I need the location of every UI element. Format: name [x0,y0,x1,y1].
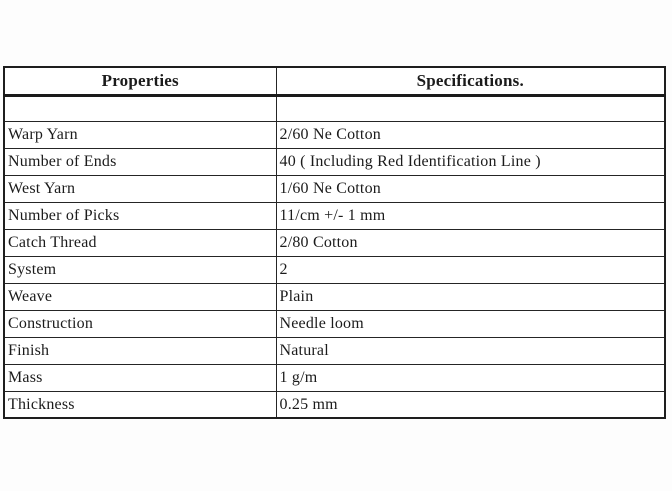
property-cell: Warp Yarn [4,121,276,148]
table-row-finish [4,337,665,364]
table-header-row [4,67,665,95]
specification-cell: Plain [276,283,665,310]
table-row-system [4,256,665,283]
specification-cell: 2/80 Cotton [276,229,665,256]
property-cell: West Yarn [4,175,276,202]
specification-cell: 40 ( Including Red Identification Line ) [276,148,665,175]
property-cell [4,95,276,121]
property-cell: Number of Picks [4,202,276,229]
property-cell: Weave [4,283,276,310]
specification-cell: Needle loom [276,310,665,337]
property-cell: System [4,256,276,283]
specifications-table [3,66,666,419]
property-cell: Construction [4,310,276,337]
column-header-properties: Properties [4,67,276,95]
table-row-number-of-picks [4,202,665,229]
property-cell: Mass [4,364,276,391]
property-cell: Finish [4,337,276,364]
property-cell: Number of Ends [4,148,276,175]
specification-cell: 1/60 Ne Cotton [276,175,665,202]
specification-cell: 11/cm +/- 1 mm [276,202,665,229]
table-row-number-of-ends [4,148,665,175]
table-row-empty [4,95,665,121]
table-row-construction [4,310,665,337]
specification-cell: Natural [276,337,665,364]
table-row-warp-yarn [4,121,665,148]
table-row-thickness [4,391,665,418]
specification-cell: 1 g/m [276,364,665,391]
specification-cell [276,95,665,121]
specification-cell: 0.25 mm [276,391,665,418]
table-row-weave [4,283,665,310]
column-header-specifications: Specifications. [276,67,665,95]
property-cell: Thickness [4,391,276,418]
specification-cell: 2 [276,256,665,283]
table-row-catch-thread [4,229,665,256]
specification-cell: 2/60 Ne Cotton [276,121,665,148]
table-row-mass [4,364,665,391]
property-cell: Catch Thread [4,229,276,256]
table-row-west-yarn [4,175,665,202]
